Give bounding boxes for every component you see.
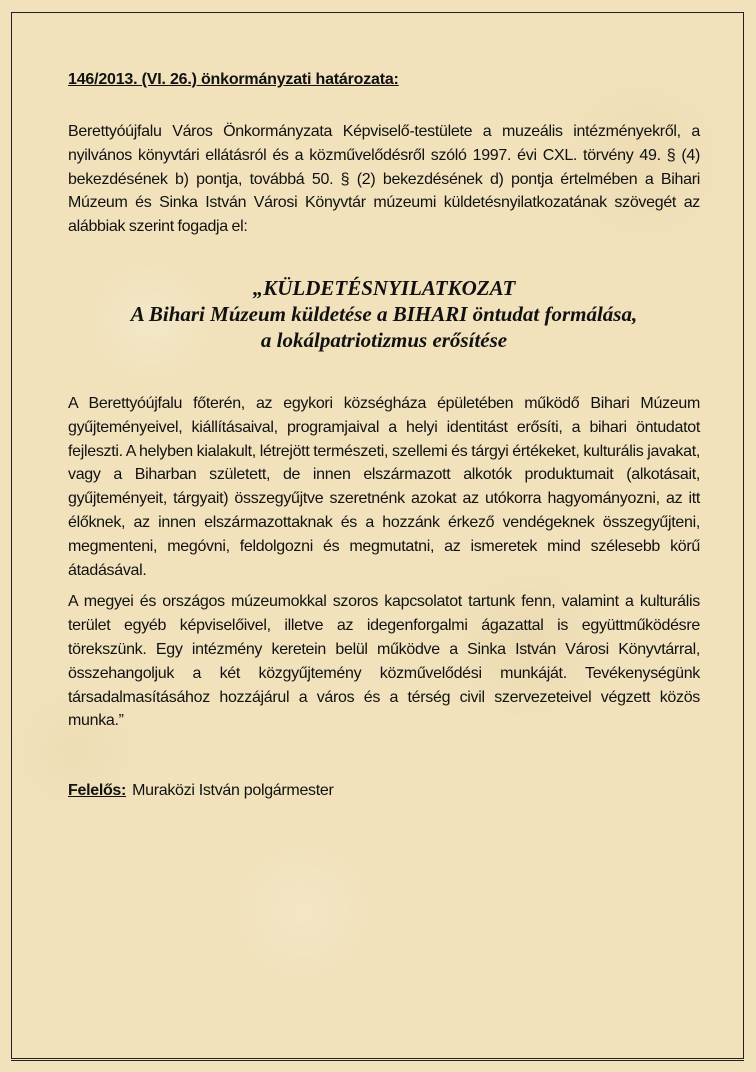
responsible-line xyxy=(68,781,700,801)
responsible-name: Muraközi István polgármester xyxy=(132,782,334,800)
mission-paragraph: A Berettyóújfalu főterén, az egykori községháza épületében működő Bihari Múzeum gyűjteményeivel, kiállításaival, programjaival a helyi identitást erősíti, a bihari öntudatot fejleszti. A helyben kialakult, létrejött természeti, szellemi és tárgyi értékeket, kulturális javakat, vagy a Biharban született, de innen elszármazott alkotók produktumait (alkotásait, gyűjteményeit, tárgyait) összegyűjtve szeretnénk azokat az utókorra hagyományozni, az itt élőknek, az innen elszármazottaknak és a hozzánk érkező vendégeknek összegyűjteni, megmenteni, megóvni, feldolgozni és megmutatni, az ismeretek mind szélesebb körű átadásával. xyxy=(68,394,700,579)
title-line: „KÜLDETÉSNYILATKOZAT xyxy=(252,275,516,300)
document-content xyxy=(68,70,700,801)
mission-paragraph: A megyei és országos múzeumokkal szoros kapcsolatot tartunk fenn, valamint a kulturális terület egyéb képviselőivel, illetve az idegenforgalmi ágazattal is együttműködésre törekszünk. Egy intézmény keretein belül működve a Sinka István Városi Könyvtárral, összehangoljuk a két közgyűjtemény közművelődési munkáját. Tevékenységünk társadalmasításához hozzájárul a város és a térség civil szervezeteivel végzett közös munka.” xyxy=(68,593,700,730)
page-border-bottom-rule xyxy=(11,1060,744,1061)
resolution-heading: 146/2013. (VI. 26.) önkormányzati határozata: xyxy=(68,71,399,88)
title-line: a lokálpatriotizmus erősítése xyxy=(260,327,508,352)
mission-statement-title xyxy=(68,275,700,353)
title-line: A Bihari Múzeum küldetése a BIHARI öntudat formálása, xyxy=(130,301,638,326)
responsible-label: Felelős: xyxy=(68,782,127,800)
resolution-intro: Berettyóújfalu Város Önkormányzata Képviselő-testülete a muzeális intézményekről, a nyilvános könyvtári ellátásról és a közművelődésről szóló 1997. évi CXL. törvény 49. § (4) bekezdésének b) pontja, továbbá 50. § (2) bekezdésének d) pontja értelmében a Bihari Múzeum és Sinka István Városi Könyvtár múzeumi küldetésnyilatkozatának szövegét az alábbiak szerint fogadja el: xyxy=(68,123,700,236)
